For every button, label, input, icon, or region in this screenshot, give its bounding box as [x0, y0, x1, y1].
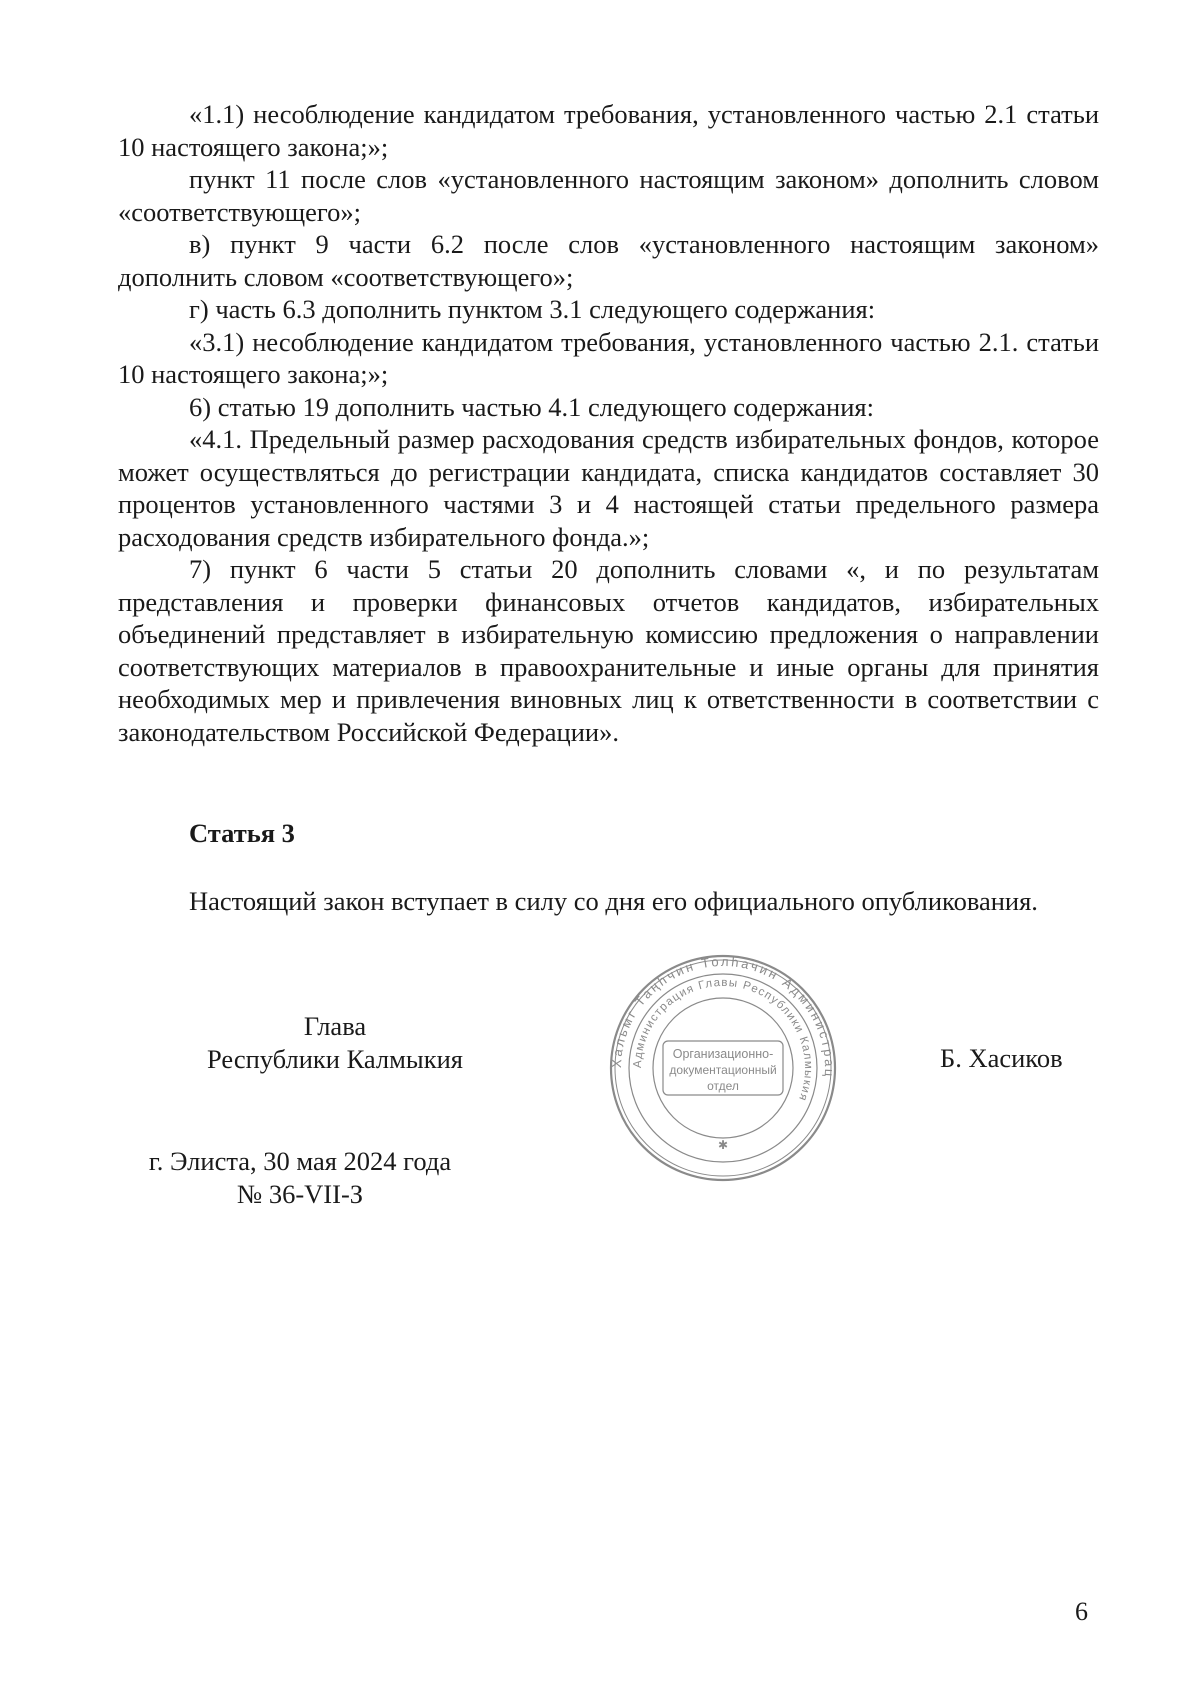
paragraph-1-1: «1.1) несоблюдение кандидатом требования, установленного частью 2.1 статьи 10 настоящего закона;»; — [118, 99, 1099, 162]
seal-star-icon: ✱ — [717, 1138, 729, 1152]
body-text — [118, 98, 1099, 748]
signatory-title-line1: Глава — [303, 1011, 367, 1041]
paragraph-point-v: в) пункт 9 части 6.2 после слов «установленного настоящим законом» дополнить словом «соответствующего»; — [118, 229, 1099, 292]
final-text — [118, 885, 1099, 918]
signatory-name: Б. Хасиков — [940, 1043, 1063, 1073]
seal-center-line1: Организационно- — [672, 1047, 774, 1061]
final-paragraph: Настоящий закон вступает в силу со дня его официального опубликования. — [189, 886, 1038, 916]
seal-outer-text: Хальмг Таңһчин Толһачин Администрац — [608, 953, 838, 1080]
page-number: 6 — [1075, 1597, 1088, 1626]
seal-inner-text: Администрация Главы Республики Калмыкия — [631, 976, 815, 1104]
signatory-title-line2: Республики Калмыкия — [207, 1044, 463, 1074]
article-heading: Статья 3 — [189, 818, 295, 848]
paragraph-point-7: 7) пункт 6 части 5 статьи 20 дополнить словами «, и по результатам представления и проверки финансовых отчетов кандидатов, избирательных объединений представляет в избирательную комиссию предложения о направлении соответствующих материалов в правоохранительные и иные органы для принятия необходимых мер и привлечения виновных лиц к ответственности в соответствии с законодательством Российской Федерации». — [118, 554, 1099, 747]
paragraph-3-1: «3.1) несоблюдение кандидатом требования, установленного частью 2.1. статьи 10 настоящего закона;»; — [118, 326, 1099, 389]
place-date-block — [120, 1145, 480, 1211]
seal-center-line2: документационный — [669, 1063, 777, 1077]
paragraph-point-6: 6) статью 19 дополнить частью 4.1 следующего содержания: — [189, 391, 874, 422]
paragraph-point-11: пункт 11 после слов «установленного настоящим законом» дополнить словом «соответствующего»; — [118, 164, 1099, 227]
signatory-title — [170, 1010, 500, 1076]
seal-center-line3: отдел — [707, 1079, 739, 1093]
paragraph-point-g: г) часть 6.3 дополнить пунктом 3.1 следующего содержания: — [189, 294, 876, 324]
place-date: г. Элиста, 30 мая 2024 года — [148, 1146, 452, 1176]
law-number: № 36-VII-З — [236, 1179, 364, 1209]
official-seal — [608, 953, 838, 1183]
paragraph-4-1: «4.1. Предельный размер расходования средств избирательных фондов, которое может осуществляться до регистрации кандидата, списка кандидатов составляет 30 процентов установленного частями 3 и 4 настоящей статьи предельного размера расходования средств избирательного фонда.»; — [118, 424, 1099, 552]
